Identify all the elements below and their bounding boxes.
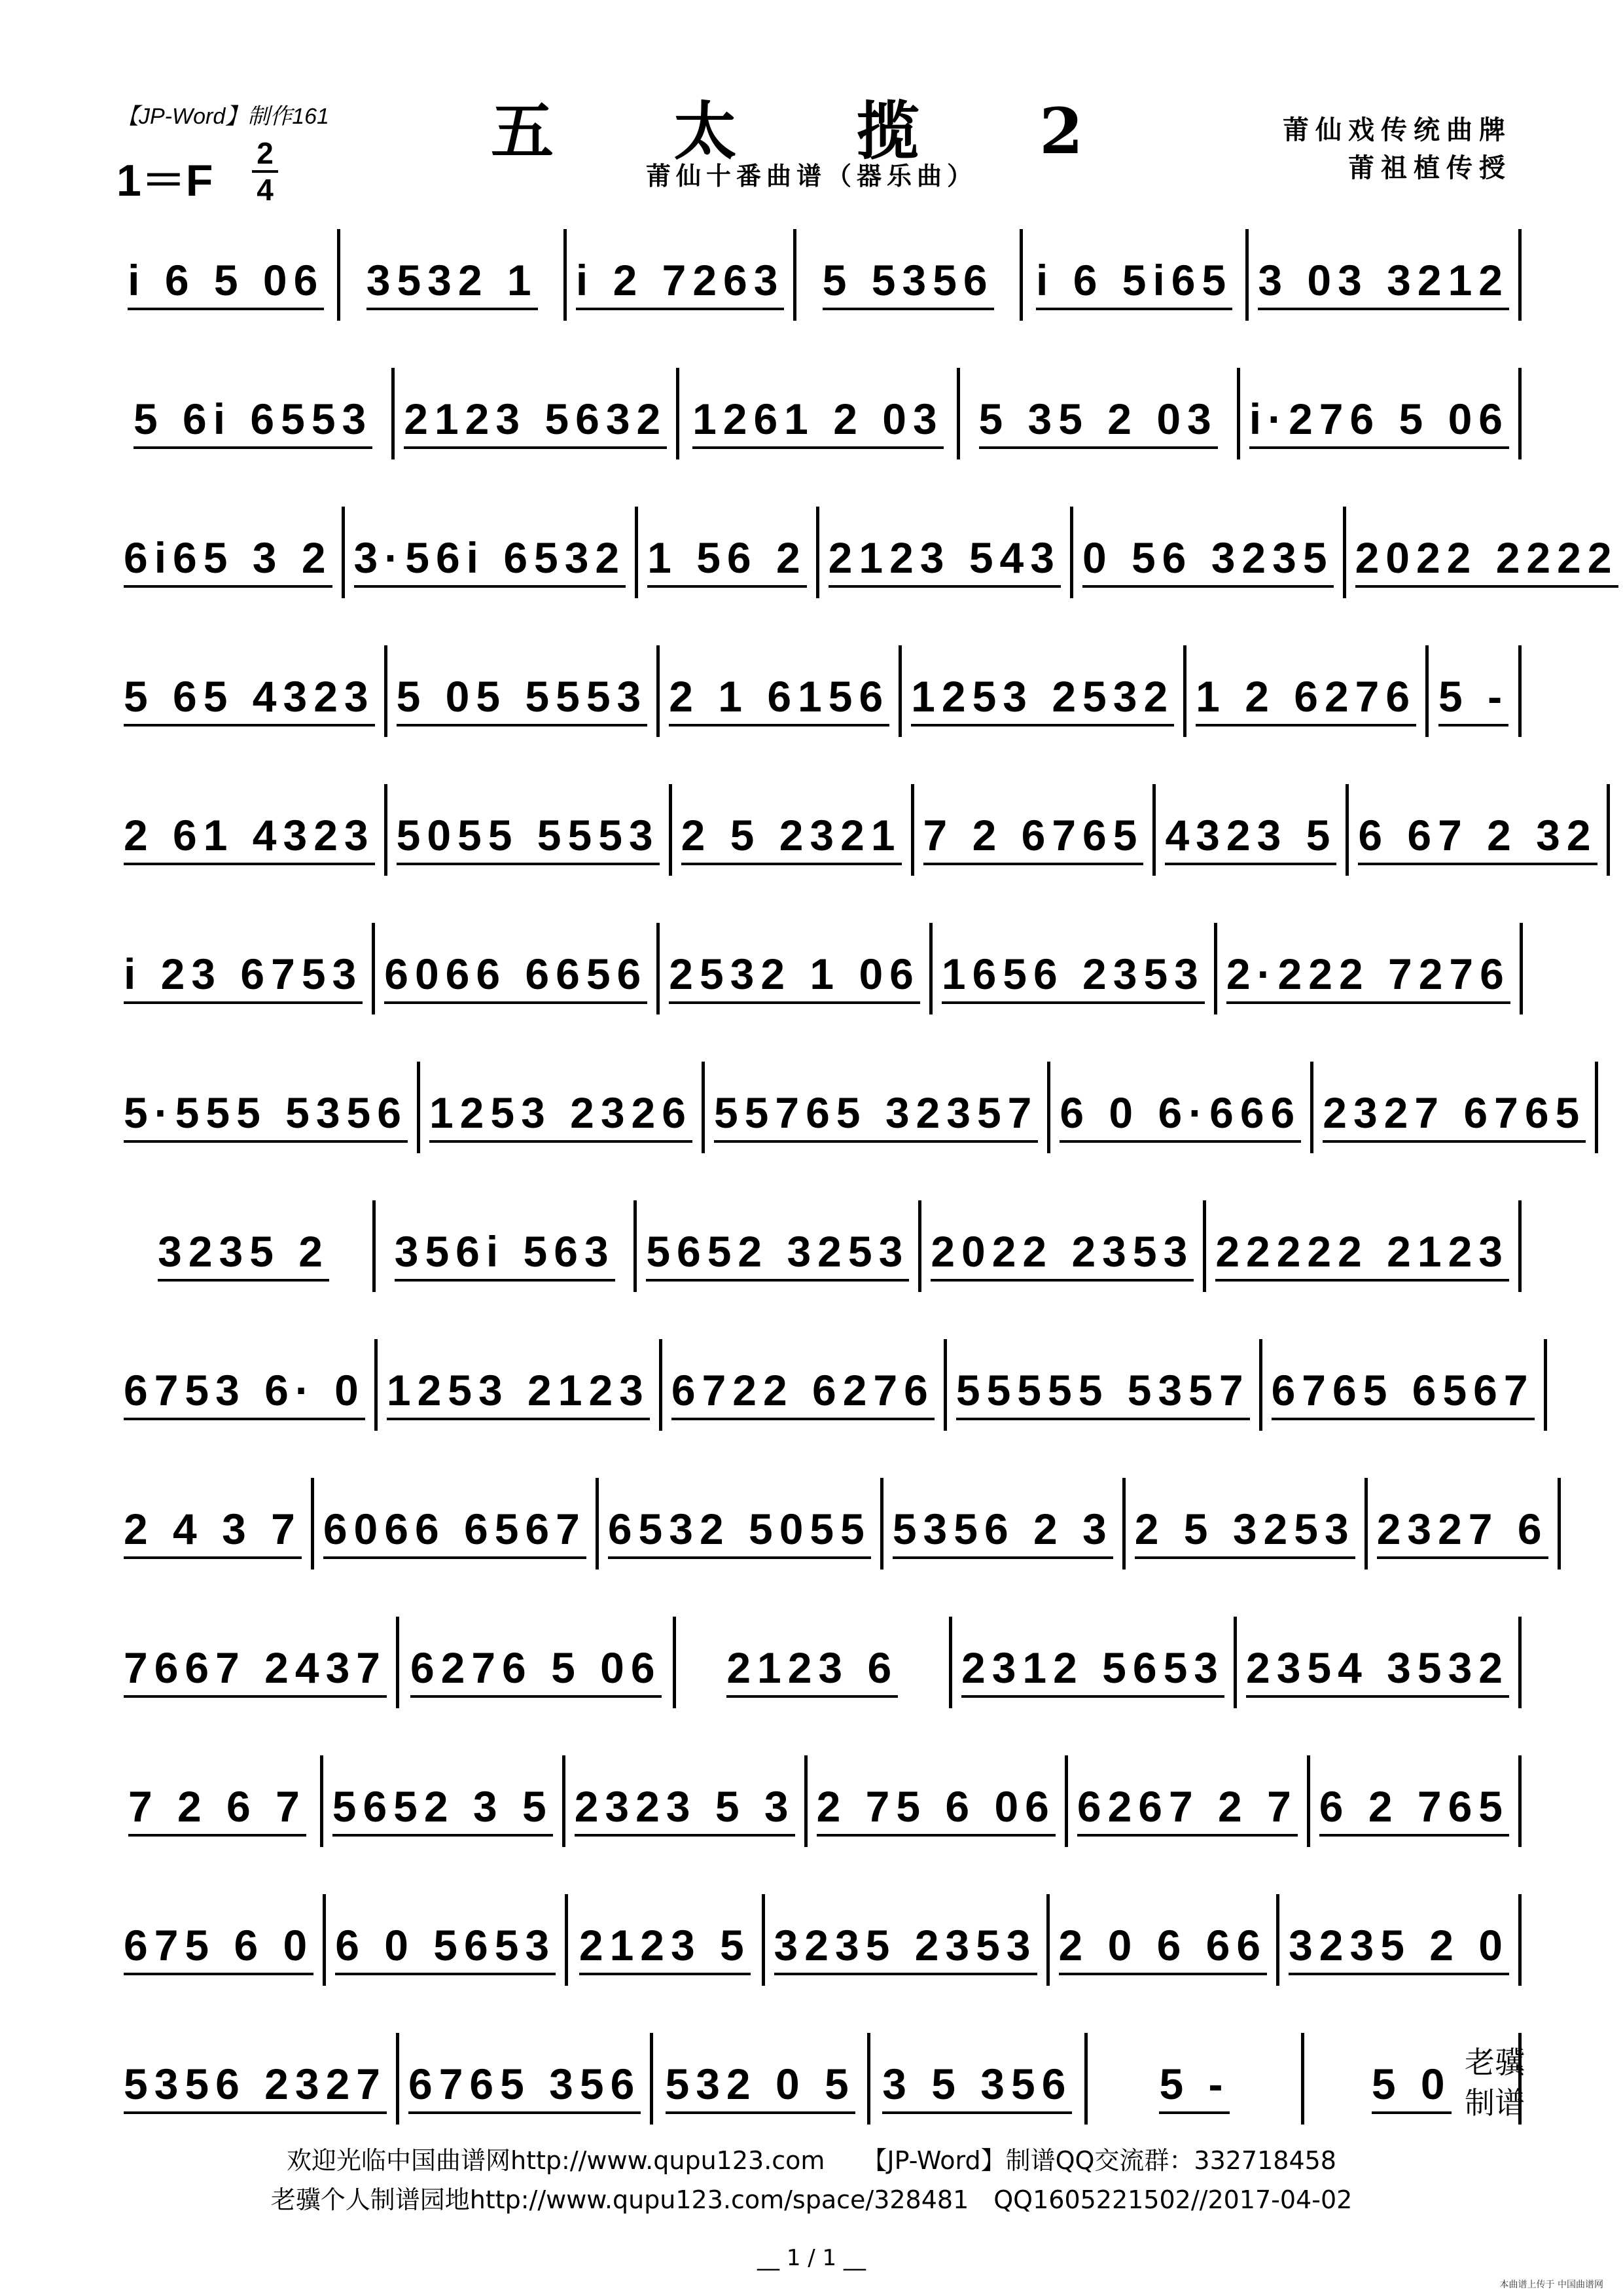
measure-notes: 2 0 6 66: [1059, 1894, 1268, 1975]
time-signature: [252, 137, 278, 206]
measure-notes: 5 0: [1372, 2033, 1452, 2114]
measure: [323, 1755, 565, 1847]
score-row: [115, 1894, 1522, 1992]
measure: [1262, 1339, 1547, 1431]
measure: [1368, 1478, 1561, 1570]
measure-notes: 1656 2353: [942, 923, 1205, 1004]
measure: [378, 1339, 662, 1431]
measure-notes: 4323 5: [1165, 784, 1336, 865]
measure-notes: 7667 2437: [124, 1617, 387, 1698]
measure-notes: 3 03 3212: [1258, 229, 1509, 310]
measure: [565, 1755, 808, 1847]
score-row: [115, 1339, 1535, 1437]
measure-notes: 5 6i 6553: [134, 368, 372, 449]
measure: [376, 1200, 637, 1292]
measure: [662, 1339, 947, 1431]
measure-notes: 2312 5653: [961, 1617, 1224, 1698]
measure-notes: 6 67 2 32: [1358, 784, 1597, 865]
measure: [399, 2033, 653, 2125]
score-row: [115, 229, 1522, 327]
arranger-signature: [1465, 2042, 1525, 2123]
measure-notes: 6066 6567: [323, 1478, 586, 1559]
measure: [933, 923, 1217, 1014]
measure-notes: 1 56 2: [647, 507, 807, 588]
measure: [1310, 1755, 1522, 1847]
measure: [115, 1200, 376, 1292]
measure-notes: 3235 2353: [774, 1894, 1037, 1975]
signature-line-2: 制谱: [1465, 2085, 1525, 2121]
measure-notes: 5 35 2 03: [979, 368, 1218, 449]
score-row: [115, 1617, 1522, 1715]
time-signature-top: 2: [257, 136, 274, 170]
measure-notes: 3·56i 6532: [354, 507, 626, 588]
measure: [1088, 2033, 1305, 2125]
measure: [1237, 1617, 1522, 1708]
measure-notes: 2022 2353: [931, 1200, 1194, 1282]
measure: [387, 784, 672, 876]
measure-notes: i 6 5 06: [128, 229, 324, 310]
source-credit: [1283, 111, 1512, 187]
measure: [115, 645, 387, 737]
measure-notes: 1261 2 03: [692, 368, 944, 449]
page-number: __ 1 / 1 __: [757, 2245, 866, 2271]
measure: [952, 1617, 1237, 1708]
key-signature: 1＝F: [116, 156, 213, 206]
measure: [676, 1617, 953, 1708]
measure: [115, 923, 375, 1014]
measure-notes: 2532 1 06: [669, 923, 920, 1004]
measure-notes: 6267 2 7: [1077, 1755, 1298, 1837]
measure: [808, 1755, 1068, 1847]
measure-notes: 6 0 5653: [335, 1894, 556, 1975]
source-line-2: 莆祖植传授: [1348, 152, 1512, 183]
measure: [314, 1478, 599, 1570]
measure-notes: 0 56 3235: [1082, 507, 1334, 588]
measure-notes: 6 2 765: [1319, 1755, 1509, 1837]
measure: [638, 507, 819, 598]
measure: [1050, 1062, 1313, 1153]
score-row: [115, 1755, 1522, 1854]
measure-notes: 5652 3253: [646, 1200, 909, 1282]
measure: [599, 1478, 883, 1570]
measure: [567, 229, 797, 321]
measure-notes: 6722 6276: [671, 1339, 935, 1420]
score-row: [115, 1200, 1522, 1299]
measure-notes: 6765 6567: [1272, 1339, 1535, 1420]
score-row: [115, 507, 1618, 605]
measure: [115, 1339, 378, 1431]
measure: [115, 1755, 323, 1847]
score-row: [115, 645, 1522, 744]
measure-notes: 2123 5: [579, 1894, 751, 1975]
measure: [960, 368, 1240, 459]
measure: [660, 645, 902, 737]
page-subtitle: 莆仙十番曲谱（器乐曲）: [645, 161, 977, 190]
measure-notes: 3235 2 0: [1289, 1894, 1509, 1975]
measure: [914, 784, 1156, 876]
footer-line-1: 欢迎光临中国曲谱网http://www.qupu123.com 【JP-Word】制谱QQ交流群：332718458: [287, 2146, 1336, 2175]
measure-notes: 5652 3 5: [332, 1755, 553, 1837]
measure-notes: 55555 5357: [956, 1339, 1250, 1420]
measure: [1126, 1478, 1368, 1570]
measure: [902, 645, 1186, 737]
measure-notes: 5 -: [1159, 2033, 1229, 2114]
score-row: [115, 784, 1597, 882]
measure: [115, 1062, 420, 1153]
measure-notes: 5·555 5356: [124, 1062, 408, 1143]
measure: [637, 1200, 921, 1292]
measure: [115, 1617, 399, 1708]
measure: [653, 2033, 870, 2125]
measure-notes: i 23 6753: [124, 923, 363, 1004]
measure-notes: 5055 5553: [397, 784, 660, 865]
score-row: [115, 923, 1522, 1021]
score-row: [115, 1478, 1548, 1576]
measure-notes: 2354 3532: [1246, 1617, 1509, 1698]
measure: [1429, 645, 1522, 737]
measure: [1349, 784, 1609, 876]
score-row: [115, 1062, 1586, 1160]
measure: [115, 368, 395, 459]
measure: [420, 1062, 705, 1153]
measure: [947, 1339, 1262, 1431]
measure-notes: 2 75 6 06: [817, 1755, 1056, 1837]
measure: [660, 923, 933, 1014]
measure: [395, 368, 679, 459]
measure: [819, 507, 1073, 598]
measure: [870, 2033, 1088, 2125]
measure: [375, 923, 660, 1014]
measure: [1313, 1062, 1598, 1153]
measure-notes: i 2 7263: [576, 229, 785, 310]
measure: [679, 368, 959, 459]
measure: [115, 784, 387, 876]
measure-notes: 675 6 0: [124, 1894, 313, 1975]
measure-notes: 1 2 6276: [1196, 645, 1416, 726]
measure-notes: 6066 6656: [384, 923, 647, 1004]
measure-notes: 2123 5632: [404, 368, 667, 449]
measure-notes: 2123 6: [726, 1617, 898, 1698]
score-row: [115, 368, 1522, 466]
measure: [1156, 784, 1349, 876]
measure-notes: 55765 32357: [714, 1062, 1038, 1143]
upload-watermark: 本曲谱上传于 中国曲谱网: [1499, 2280, 1603, 2290]
page-title: 五 太 揽 2: [490, 94, 1133, 168]
measure: [399, 1617, 676, 1708]
measure: [1050, 1894, 1280, 1986]
measure-notes: 22222 2123: [1215, 1200, 1509, 1282]
measure-notes: 6753 6· 0: [124, 1339, 365, 1420]
measure: [115, 507, 345, 598]
measure-notes: 1253 2532: [911, 645, 1174, 726]
measure-notes: 6276 5 06: [410, 1617, 662, 1698]
measure-notes: 7 2 6765: [923, 784, 1144, 865]
measure: [1240, 368, 1522, 459]
measure-notes: 6765 356: [408, 2033, 641, 2114]
measure-notes: 3235 2: [158, 1200, 329, 1282]
measure-notes: 2 5 3253: [1135, 1478, 1355, 1559]
measure: [883, 1478, 1126, 1570]
measure-notes: 2022 2222: [1355, 507, 1618, 588]
measure-notes: 5356 2 3: [893, 1478, 1113, 1559]
measure: [387, 645, 660, 737]
measure-notes: 7 2 6 7: [128, 1755, 306, 1837]
measure-notes: 2123 543: [829, 507, 1061, 588]
measure-notes: 5 65 4323: [124, 645, 375, 726]
measure: [1186, 645, 1429, 737]
measure: [340, 229, 566, 321]
measure: [705, 1062, 1050, 1153]
measure-notes: 2 5 2321: [681, 784, 902, 865]
measure-notes: 356i 563: [395, 1200, 615, 1282]
measure-notes: 5 05 5553: [397, 645, 648, 726]
measure: [1217, 923, 1523, 1014]
measure: [1023, 229, 1249, 321]
measure: [115, 1478, 314, 1570]
measure-notes: 2327 6765: [1323, 1062, 1586, 1143]
measure: [568, 1894, 764, 1986]
measure-notes: 5 -: [1438, 645, 1508, 726]
measure-notes: 2 4 3 7: [124, 1478, 302, 1559]
measure: [1073, 507, 1346, 598]
measure-notes: 2 61 4323: [124, 784, 375, 865]
measure: [115, 2033, 399, 2125]
measure-notes: 1253 2123: [387, 1339, 650, 1420]
measure-notes: 6i65 3 2: [124, 507, 332, 588]
measure-notes: i·276 5 06: [1249, 368, 1509, 449]
measure-notes: 2323 5 3: [575, 1755, 795, 1837]
measure: [326, 1894, 568, 1986]
measure: [115, 1894, 326, 1986]
measure-notes: 6 0 6·666: [1060, 1062, 1301, 1143]
measure-notes: 6532 5055: [608, 1478, 871, 1559]
measure-notes: i 6 5i65: [1036, 229, 1232, 310]
measure-notes: 1253 2326: [429, 1062, 692, 1143]
measure-notes: 2·222 7276: [1226, 923, 1510, 1004]
maker-label: 【JP-Word】制作161: [116, 104, 329, 129]
measure-notes: 5 5356: [823, 229, 994, 310]
measure: [115, 229, 340, 321]
measure: [345, 507, 639, 598]
footer-line-2: 老骥个人制谱园地http://www.qupu123.com/space/328481 QQ1605221502//2017-04-02: [270, 2185, 1353, 2214]
signature-line-1: 老骥: [1465, 2045, 1525, 2080]
measure-notes: 532 0 5: [666, 2033, 855, 2114]
time-signature-bottom: 4: [257, 173, 274, 207]
measure: [1249, 229, 1522, 321]
measure: [672, 784, 914, 876]
measure: [1346, 507, 1623, 598]
measure-notes: 3 5 356: [882, 2033, 1072, 2114]
source-line-1: 莆仙戏传统曲牌: [1283, 115, 1512, 145]
measure: [765, 1894, 1050, 1986]
score-row: [115, 2033, 1522, 2131]
measure: [796, 229, 1022, 321]
measure: [1068, 1755, 1310, 1847]
measure-notes: 5356 2327: [124, 2033, 387, 2114]
measure-notes: 2 1 6156: [669, 645, 889, 726]
measure-notes: 3532 1: [366, 229, 538, 310]
measure: [1279, 1894, 1522, 1986]
measure: [1206, 1200, 1522, 1292]
measure: [921, 1200, 1206, 1292]
measure-notes: 2327 6: [1377, 1478, 1548, 1559]
